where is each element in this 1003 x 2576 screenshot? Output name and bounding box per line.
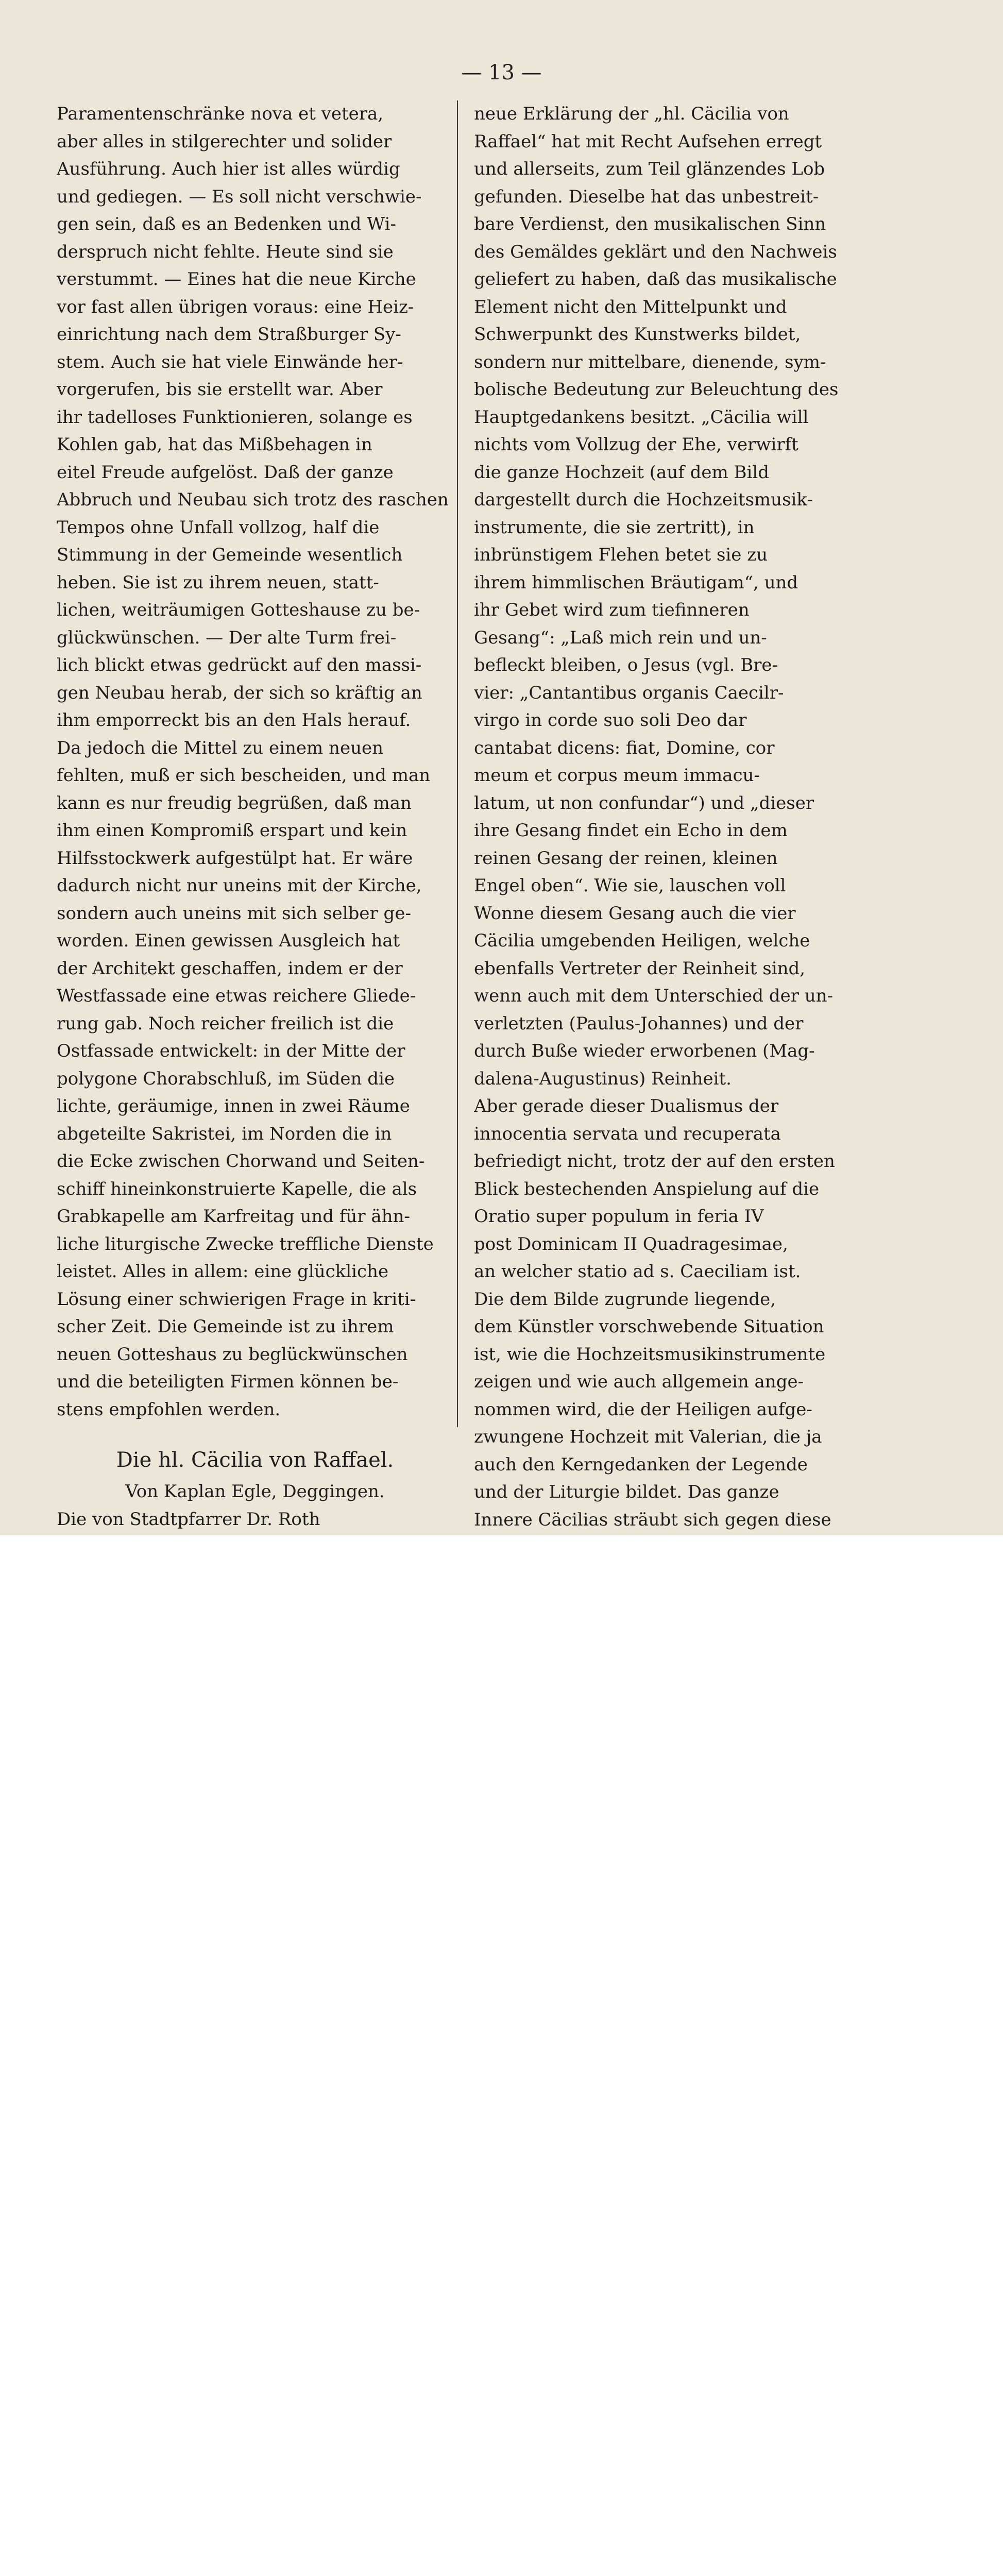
text-line: nommen wird, die der Heiligen aufge- — [474, 1399, 812, 1420]
text-line: heben. Sie ist zu ihrem neuen, statt- — [57, 572, 379, 593]
text-line: stem. Auch sie hat viele Einwände her- — [57, 351, 403, 372]
text-line: Ostfassade entwickelt: in der Mitte der — [57, 1041, 405, 1061]
section-gap — [57, 1423, 453, 1442]
text-line: und allerseits, zum Teil glänzendes Lob — [474, 159, 825, 179]
text-line: Die von Stadtpfarrer Dr. Roth — [57, 1509, 320, 1530]
text-line: einrichtung nach dem Straßburger Sy- — [57, 324, 401, 345]
text-line: verletzten (Paulus-Johannes) und der — [474, 1013, 804, 1034]
right-paragraph-1 — [474, 100, 871, 1093]
text-line: Cäcilia umgebenden Heiligen, welche — [474, 930, 810, 951]
text-line: leistet. Alles in allem: eine glückliche — [57, 1261, 389, 1282]
text-line: bolische Bedeutung zur Beleuchtung des — [474, 379, 839, 400]
text-line: die ganze Hochzeit (auf dem Bild — [474, 462, 770, 483]
text-line: des Gemäldes geklärt und den Nachweis — [474, 241, 837, 262]
text-line: verstummt. — Eines hat die neue Kirche — [57, 269, 416, 290]
text-line: an welcher statio ad s. Caeciliam ist. — [474, 1261, 801, 1282]
text-line: Stimmung in der Gemeinde wesentlich — [57, 545, 403, 565]
text-line: Kohlen gab, hat das Mißbehagen in — [57, 434, 372, 455]
text-line: und die beteiligten Firmen können be- — [57, 1371, 399, 1392]
text-line: Engel oben“. Wie sie, lauschen voll — [474, 875, 786, 896]
text-line: schiff hineinkonstruierte Kapelle, die als — [57, 1178, 417, 1199]
text-line: gen Neubau herab, der sich so kräftig an — [57, 682, 422, 703]
text-line: befriedigt nicht, trotz der auf den ersten — [474, 1151, 835, 1172]
text-line: dem Künstler vorschwebende Situation — [474, 1316, 824, 1337]
text-line: und gediegen. — Es soll nicht verschwie- — [57, 186, 422, 207]
text-line: Oratio super populum in feria IV — [474, 1206, 764, 1227]
article-title: Die hl. Cäcilia von Raffael. — [116, 1448, 394, 1472]
text-line: latum, ut non confundar“) und „dieser — [474, 792, 814, 814]
text-line: worden. Einen gewissen Ausgleich hat — [57, 930, 400, 951]
text-line: ihrem himmlischen Bräutigam“, und — [474, 572, 798, 593]
text-line: nichts vom Vollzug der Ehe, verwirft — [474, 434, 798, 455]
text-line: ihm einen Kompromiß erspart und kein — [57, 820, 407, 841]
text-line: lichen, weiträumigen Gotteshause zu be- — [57, 600, 420, 620]
text-line: wenn auch mit dem Unterschied der un- — [474, 986, 834, 1006]
text-line: Abbruch und Neubau sich trotz des raschen — [57, 489, 449, 510]
text-line: ihre Gesang findet ein Echo in dem — [474, 820, 788, 841]
text-line: ebenfalls Vertreter der Reinheit sind, — [474, 958, 806, 979]
text-line: Element nicht den Mittelpunkt und — [474, 296, 787, 317]
text-line: Lösung einer schwierigen Frage in kriti- — [57, 1289, 416, 1310]
text-line: Paramentenschränke nova et vetera, — [57, 104, 384, 124]
text-line: ihm emporreckt bis an den Hals herauf. — [57, 710, 411, 731]
right-column — [474, 100, 871, 1617]
text-line: eitel Freude aufgelöst. Daß der ganze — [57, 462, 394, 483]
text-line: instrumente, die sie zertritt), in — [474, 517, 755, 538]
text-line: polygone Chorabschluß, im Süden die — [57, 1068, 395, 1089]
text-line: kann es nur freudig begrüßen, daß man — [57, 792, 412, 814]
text-line: ist, wie die Hochzeitsmusikinstrumente — [474, 1344, 826, 1365]
text-line: durch Buße wieder erworbenen (Mag- — [474, 1041, 815, 1061]
text-line: Blick bestechenden Anspielung auf die — [474, 1178, 820, 1199]
text-line: derspruch nicht fehlte. Heute sind sie — [57, 241, 394, 262]
text-line: ihr Gebet wird zum tiefinneren — [474, 600, 750, 620]
text-line: neue Erklärung der „hl. Cäcilia von — [474, 104, 789, 124]
text-line: glückwünschen. — Der alte Turm frei- — [57, 627, 397, 648]
text-line: ihr tadelloses Funktionieren, solange es — [57, 406, 413, 428]
text-line: Tempos ohne Unfall vollzog, half die — [57, 517, 380, 538]
text-line: Aber gerade dieser Dualismus der — [474, 1096, 779, 1116]
text-line: Da jedoch die Mittel zu einem neuen — [57, 737, 383, 758]
text-line: vorgerufen, bis sie erstellt war. Aber — [57, 379, 383, 400]
text-line: der Architekt geschaffen, indem er der — [57, 958, 403, 979]
text-line: reinen Gesang der reinen, kleinen — [474, 848, 778, 869]
left-column — [57, 100, 453, 1588]
text-line: auch den Kerngedanken der Legende — [474, 1454, 808, 1475]
text-line: Die dem Bilde zugrunde liegende, — [474, 1289, 776, 1310]
text-line: Innere Cäcilias sträubt sich gegen diese — [474, 1509, 831, 1530]
text-line: inbrünstigem Flehen betet sie zu — [474, 545, 768, 565]
text-line: lichte, geräumige, innen in zwei Räume — [57, 1096, 410, 1116]
text-line: Grabkapelle am Karfreitag und für ähn- — [57, 1206, 410, 1227]
text-line: lich blickt etwas gedrückt auf den massi- — [57, 655, 422, 675]
text-line: neuen Gotteshaus zu beglückwünschen — [57, 1344, 408, 1365]
text-line: dargestellt durch die Hochzeitsmusik- — [474, 489, 813, 510]
text-line: Schwerpunkt des Kunstwerks bildet, — [474, 324, 801, 345]
text-line: dalena-Augustinus) Reinheit. — [474, 1068, 732, 1089]
text-line: Hauptgedankens besitzt. „Cäcilia will — [474, 406, 809, 428]
text-line: virgo in corde suo soli Deo dar — [474, 710, 747, 731]
text-line: scher Zeit. Die Gemeinde ist zu ihrem — [57, 1316, 394, 1337]
column-divider — [457, 100, 458, 1427]
text-line: rung gab. Noch reicher freilich ist die — [57, 1013, 394, 1034]
text-line: aber alles in stilgerechter und solider — [57, 131, 392, 152]
text-line: bare Verdienst, den musikalischen Sinn — [474, 214, 826, 234]
article-author: Von Kaplan Egle, Deggingen. — [125, 1481, 385, 1502]
text-line: und der Liturgie bildet. Das ganze — [474, 1482, 779, 1502]
text-line: meum et corpus meum immacu- — [474, 765, 760, 786]
text-line: fehlten, muß er sich bescheiden, und man — [57, 765, 431, 786]
right-paragraph-2 — [474, 1093, 871, 1286]
left-paragraph-1 — [57, 100, 453, 1423]
text-line: Wonne diesem Gesang auch die vier — [474, 903, 796, 924]
text-line: vier: „Cantantibus organis Caecilr- — [474, 682, 784, 703]
footer-bar — [0, 1535, 1003, 1617]
page-number: — 13 — — [461, 61, 542, 84]
text-line: Gesang“: „Laß mich rein und un- — [474, 627, 767, 648]
text-line: Raffael“ hat mit Recht Aufsehen erregt — [474, 131, 822, 152]
text-line: Westfassade eine etwas reichere Gliede- — [57, 986, 416, 1006]
text-line: zwungene Hochzeit mit Valerian, die ja — [474, 1427, 822, 1447]
text-line: innocentia servata und recuperata — [474, 1123, 781, 1144]
text-line: befleckt bleiben, o Jesus (vgl. Bre- — [474, 655, 778, 675]
text-line: vor fast allen übrigen voraus: eine Heiz- — [57, 296, 414, 317]
text-line: sondern nur mittelbare, dienende, sym- — [474, 351, 826, 372]
text-line: post Dominicam II Quadragesimae, — [474, 1233, 788, 1255]
text-line: Ausführung. Auch hier ist alles würdig — [57, 159, 400, 179]
text-line: cantabat dicens: fiat, Domine, cor — [474, 737, 775, 758]
text-line: stens empfohlen werden. — [57, 1399, 281, 1420]
text-line: geliefert zu haben, daß das musikalische — [474, 269, 837, 290]
text-line: gen sein, daß es an Bedenken und Wi- — [57, 214, 396, 234]
text-line: gefunden. Dieselbe hat das unbestreit- — [474, 186, 819, 207]
text-line: sondern auch uneins mit sich selber ge- — [57, 903, 411, 924]
text-line: liche liturgische Zwecke treffliche Dienste — [57, 1233, 434, 1255]
text-line: zeigen und wie auch allgemein ange- — [474, 1371, 804, 1392]
text-line: Hilfsstockwerk aufgestülpt hat. Er wäre — [57, 848, 413, 869]
text-line: dadurch nicht nur uneins mit der Kirche, — [57, 875, 422, 896]
text-line: die Ecke zwischen Chorwand und Seiten- — [57, 1151, 425, 1172]
text-line: abgeteilte Sakristei, im Norden die in — [57, 1123, 392, 1144]
